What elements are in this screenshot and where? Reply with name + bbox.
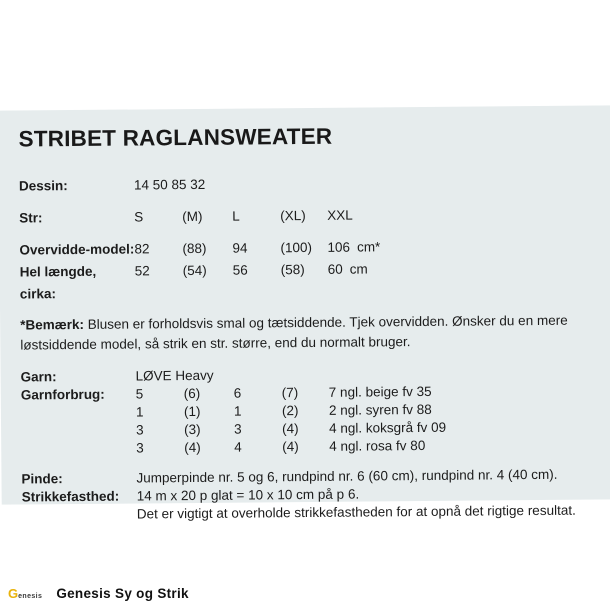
brand-name: Genesis Sy og Strik [56,586,189,601]
yarn-color-desc: 4 ngl. rosa fv 80 [329,437,426,454]
measurement-value: 56 [232,262,248,278]
yarn-amount: (2) [281,403,299,419]
logo-g-glyph: G [8,586,19,601]
dessin-row [19,173,593,196]
pattern-sheet [0,105,610,522]
spacer [22,505,137,524]
measurement-value: (100) [280,239,313,256]
yarn-amount: (3) [184,421,201,438]
measurement-label: Hel længde, cirka: [19,263,97,302]
yarn-color-desc: 4 ngl. koksgrå fv 09 [329,419,447,436]
measurement-value: 52 [134,263,150,279]
size-value-l: L [232,208,240,224]
gauge-note-row [22,501,596,524]
measurement-unit: cm [349,261,368,277]
measurement-value: 106 [327,239,351,255]
size-label: Str: [19,210,43,226]
measurement-value: 94 [232,240,248,256]
yarn-amount: (1) [183,403,201,420]
yarn-amount: (7) [281,385,299,401]
yarn-amount: 3 [234,421,242,437]
yarn-amount: 5 [135,386,144,402]
measurement-unit: cm* [356,239,381,255]
size-value-xxl: XXL [327,207,353,223]
measurement-row-length [20,256,594,305]
gauge-note: Det er vigtigt at overholde strikkefastheden for at opnå det rigtige resultat. [136,502,576,522]
yarn-usage-label: Garnforbrug: [20,386,105,403]
yarn-amount: (4) [282,421,299,437]
spacer [21,421,136,440]
yarn-color-desc: 2 ngl. syren fv 88 [328,401,432,418]
measurement-label: Overvidde-model: [19,241,135,258]
pattern-content [0,105,610,524]
yarn-amount: 3 [136,422,144,438]
needles-label: Pinde: [21,471,63,487]
measurement-value: (58) [280,262,305,278]
yarn-value: LØVE Heavy [135,367,214,384]
spacer [21,403,136,422]
size-value-s: S [134,209,144,225]
yarn-amount: 1 [233,403,242,419]
size-value-xl: (XL) [280,208,306,224]
measurement-value: (54) [182,262,207,279]
genesis-logo-icon [8,587,42,600]
note-text: Blusen er forholdsvis smal og tætsiddende. Tjek overvidden. Ønsker du en mere løstsiddende model, så strik en str. større, end du normalt bruger. [20,312,568,353]
dessin-label: Dessin: [18,178,68,194]
yarn-amount: (4) [282,439,299,455]
yarn-amount: 6 [233,385,242,401]
yarn-color-desc: 7 ngl. beige fv 35 [328,383,432,400]
pattern-title: STRIBET RAGLANSWEATER [18,123,333,152]
footer [8,586,189,601]
note-lead: *Bemærk: [20,316,85,333]
yarn-amount: (6) [183,385,201,402]
yarn-amount: 4 [234,439,242,455]
gauge-value: 14 m x 20 p glat = 10 x 10 cm på p 6. [136,486,360,504]
size-row [19,204,593,227]
note-paragraph [20,310,594,355]
measurement-value: 60 [327,261,343,277]
measurement-value-with-unit [328,256,594,302]
dessin-value: 14 50 85 32 [133,176,206,193]
yarn-amount: 3 [136,440,144,456]
measurement-value: (88) [182,240,207,257]
spacer [21,439,136,458]
needles-value: Jumperpinde nr. 5 og 6, rundpind nr. 6 (60 cm), rundpind nr. 4 (40 cm). [136,466,558,486]
measurement-value: 82 [134,241,150,257]
gauge-label: Strikkefasthed: [21,488,120,505]
yarn-amount: (4) [184,439,201,456]
yarn-usage-row [21,435,595,458]
size-value-m: (M) [182,208,203,225]
yarn-label: Garn: [20,369,57,385]
measurement-value-with-unit [327,234,593,258]
logo-wordmark: enesis [18,593,43,600]
yarn-amount: 1 [135,404,144,420]
